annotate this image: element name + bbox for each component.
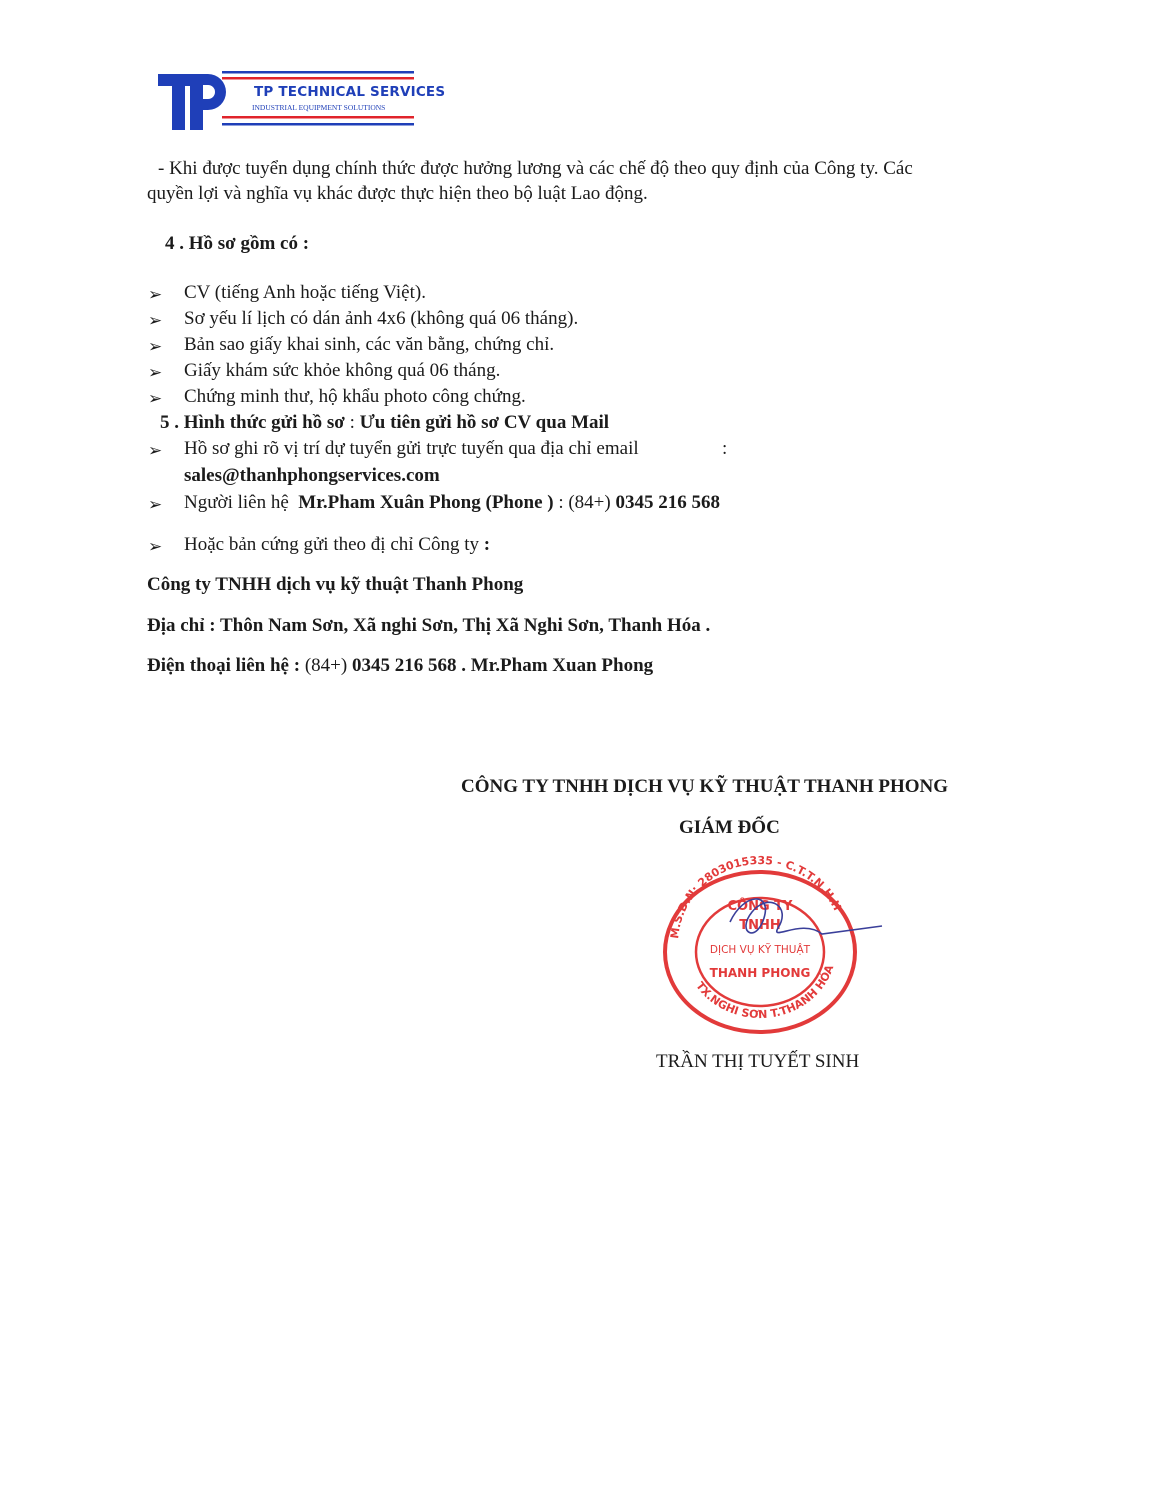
list-item: Chứng minh thư, hộ khẩu photo công chứng. xyxy=(184,386,526,407)
contact-label: Người liên hệ xyxy=(184,492,289,513)
bullet-arrow-icon: ➢ xyxy=(148,389,163,408)
contact-name: Mr.Pham Xuân Phong (Phone ) xyxy=(298,492,554,513)
stamp-line-2: TNHH xyxy=(739,918,781,933)
contact-line xyxy=(184,491,720,515)
email-link[interactable]: sales@thanhphongservices.com xyxy=(184,465,440,486)
stamp-ring-bottom: TX.NGHI SƠN T.THANH HÓA xyxy=(693,963,837,1022)
stamp-ring-top: M.S.D.N: 2803015335 - C.T.T.N.H.H xyxy=(668,853,844,940)
list-item: Sơ yếu lí lịch có dán ảnh 4x6 (không quá 06 tháng). xyxy=(184,308,579,329)
signer-name: TRẦN THỊ TUYẾT SINH xyxy=(656,1051,860,1072)
logo-name: TP TECHNICAL SERVICES xyxy=(254,84,446,100)
list-item: Bản sao giấy khai sinh, các văn bằng, chứng chỉ. xyxy=(184,334,555,355)
email-label: Hồ sơ ghi rõ vị trí dự tuyển gửi trực tuyến qua địa chỉ email xyxy=(184,438,639,459)
stamp-line-4: THANH PHONG xyxy=(709,966,811,980)
section-5-sep: : xyxy=(344,412,360,433)
section-4-heading: 4 . Hồ sơ gồm có : xyxy=(165,233,310,254)
stamp-seal-icon xyxy=(652,852,888,1034)
email-colon: : xyxy=(722,438,728,459)
intro-line-2: quyền lợi và nghĩa vụ khác được thực hiện theo bộ luật Lao động. xyxy=(147,183,648,204)
company-logo xyxy=(156,68,446,134)
logo-tagline: INDUSTRIAL EQUIPMENT SOLUTIONS xyxy=(252,103,386,112)
stamp-line-3: DỊCH VỤ KỸ THUẬT xyxy=(709,944,811,956)
section-5-rest: Ưu tiên gửi hồ sơ CV qua Mail xyxy=(359,412,610,433)
company-phone xyxy=(147,654,653,678)
signature-title: GIÁM ĐỐC xyxy=(679,817,780,838)
stamp-line-1: CÔNG TY xyxy=(727,899,793,914)
list-item: CV (tiếng Anh hoặc tiếng Việt). xyxy=(184,282,426,303)
bullet-arrow-icon: ➢ xyxy=(148,363,163,382)
bullet-arrow-icon: ➢ xyxy=(148,495,163,514)
contact-phone: 0345 216 568 xyxy=(615,492,720,513)
intro-line-1: - Khi được tuyển dụng chính thức được hưởng lương và các chế độ theo quy định của Công ty. Các xyxy=(158,158,913,179)
company-name: Công ty TNHH dịch vụ kỹ thuật Thanh Phong xyxy=(147,574,524,595)
bullet-arrow-icon: ➢ xyxy=(148,311,163,330)
signature-company: CÔNG TY TNHH DỊCH VỤ KỸ THUẬT THANH PHONG xyxy=(461,776,949,797)
list-item: Giấy khám sức khỏe không quá 06 tháng. xyxy=(184,360,501,381)
bullet-arrow-icon: ➢ xyxy=(148,285,163,304)
mail-label: Hoặc bản cứng gửi theo đị chỉ Công ty xyxy=(184,534,479,555)
phone-label: Điện thoại liên hệ : xyxy=(147,655,301,676)
contact-sep: : (84+) xyxy=(553,492,616,513)
section-5-heading xyxy=(160,411,609,435)
company-stamp xyxy=(652,852,888,1034)
section-5-number: 5 . Hình thức gửi hồ sơ xyxy=(160,412,345,433)
tp-logo-mark xyxy=(156,68,418,134)
mail-colon: : xyxy=(478,534,491,555)
phone-prefix: (84+) xyxy=(300,655,352,676)
bullet-arrow-icon: ➢ xyxy=(148,441,163,460)
bullet-arrow-icon: ➢ xyxy=(148,337,163,356)
phone-rest: 0345 216 568 . Mr.Pham Xuan Phong xyxy=(351,655,654,676)
company-address: Địa chỉ : Thôn Nam Sơn, Xã nghi Sơn, Thị Xã Nghi Sơn, Thanh Hóa . xyxy=(147,615,711,636)
bullet-arrow-icon: ➢ xyxy=(148,537,163,556)
mail-line xyxy=(184,533,490,557)
